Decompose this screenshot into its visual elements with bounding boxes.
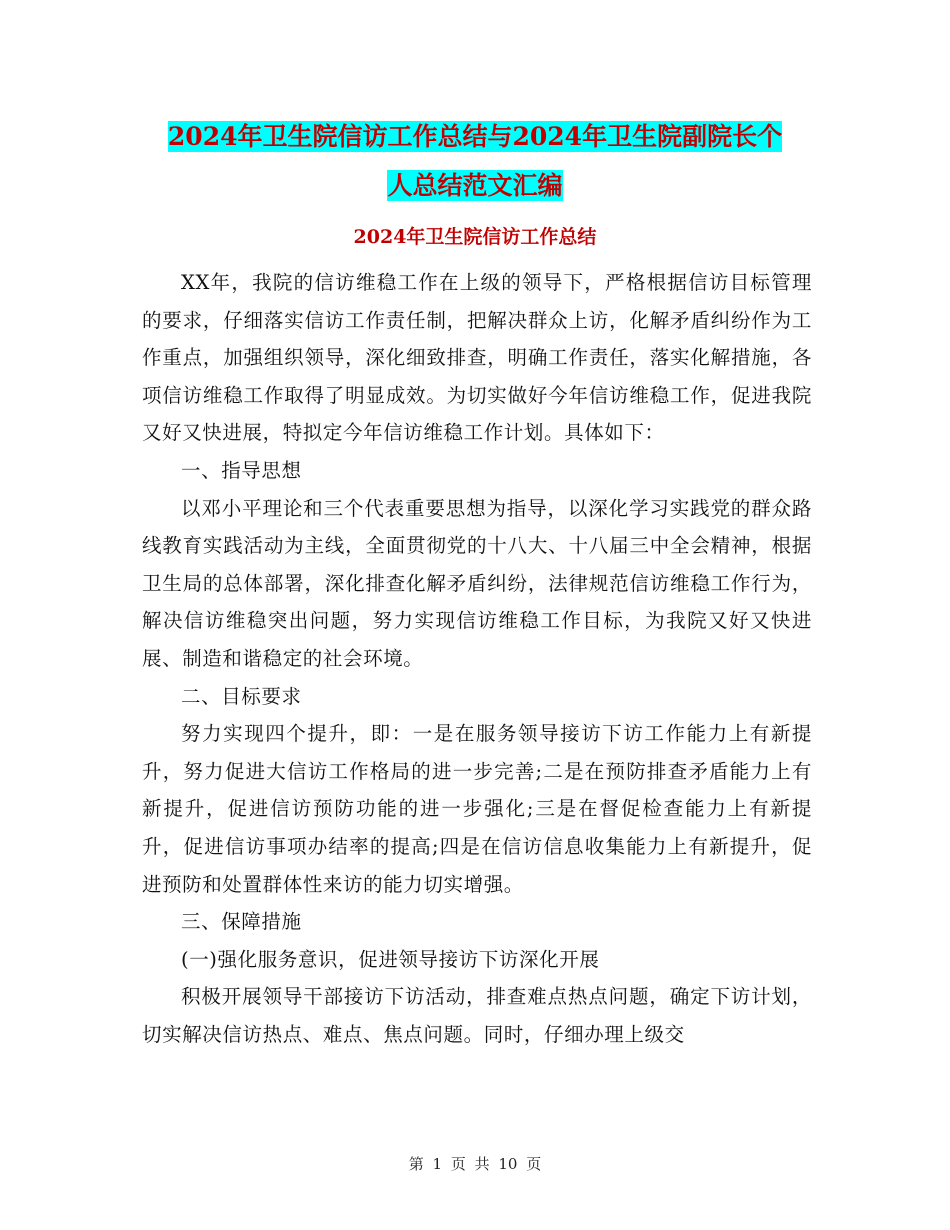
title-line-1: 2024年卫生院信访工作总结与2024年卫生院副院长个 [167,122,783,151]
section-title: 2024年卫生院信访工作总结 [353,226,597,248]
page-footer: 第 1 页 共 10 页 [408,1155,542,1173]
title-line-2: 人总结范文汇编 [387,171,563,200]
heading-goals: 二、目标要求 [181,684,302,708]
document-title [130,112,820,210]
paragraph-goals: 努力实现四个提升，即：一是在服务领导接访下访工作能力上有新提升，努力促进大信访工作格局的进一步完善;二是在预防排查矛盾能力上有新提升，促进信访预防功能的进一步强化;三是在督促检查能力上有新提升，促进信访事项办结率的提高;四是在信访信息收集能力上有新提升，促进预防和处置群体性来访的能力切实增强。 [142,722,812,896]
body-text [142,264,812,1053]
paragraph-guiding-ideology: 以邓小平理论和三个代表重要思想为指导，以深化学习实践党的群众路线教育实践活动为主线，全面贯彻党的十八大、十八届三中全会精神，根据卫生局的总体部署，深化排查化解矛盾纠纷，法律规范信访维稳工作行为，解决信访维稳突出问题，努力实现信访维稳工作目标，为我院又好又快进展、制造和谐稳定的社会环境。 [142,496,812,670]
paragraph-measure-1: 积极开展领导干部接访下访活动，排查难点热点问题，确定下访计划，切实解决信访热点、难点、焦点问题。同时，仔细办理上级交 [142,985,812,1046]
heading-measures: 三、保障措施 [181,910,302,934]
heading-guiding-ideology: 一、指导思想 [181,458,302,482]
subheading-measure-1: (一)强化服务意识，促进领导接访下访深化开展 [181,947,600,971]
paragraph-intro: XX年，我院的信访维稳工作在上级的领导下，严格根据信访目标管理的要求，仔细落实信访工作责任制，把解决群众上访，化解矛盾纠纷作为工作重点，加强组织领导，深化细致排查，明确工作责任，落实化解措施，各项信访维稳工作取得了明显成效。为切实做好今年信访维稳工作，促进我院又好又快进展，特拟定今年信访维稳工作计划。具体如下： [142,271,812,445]
